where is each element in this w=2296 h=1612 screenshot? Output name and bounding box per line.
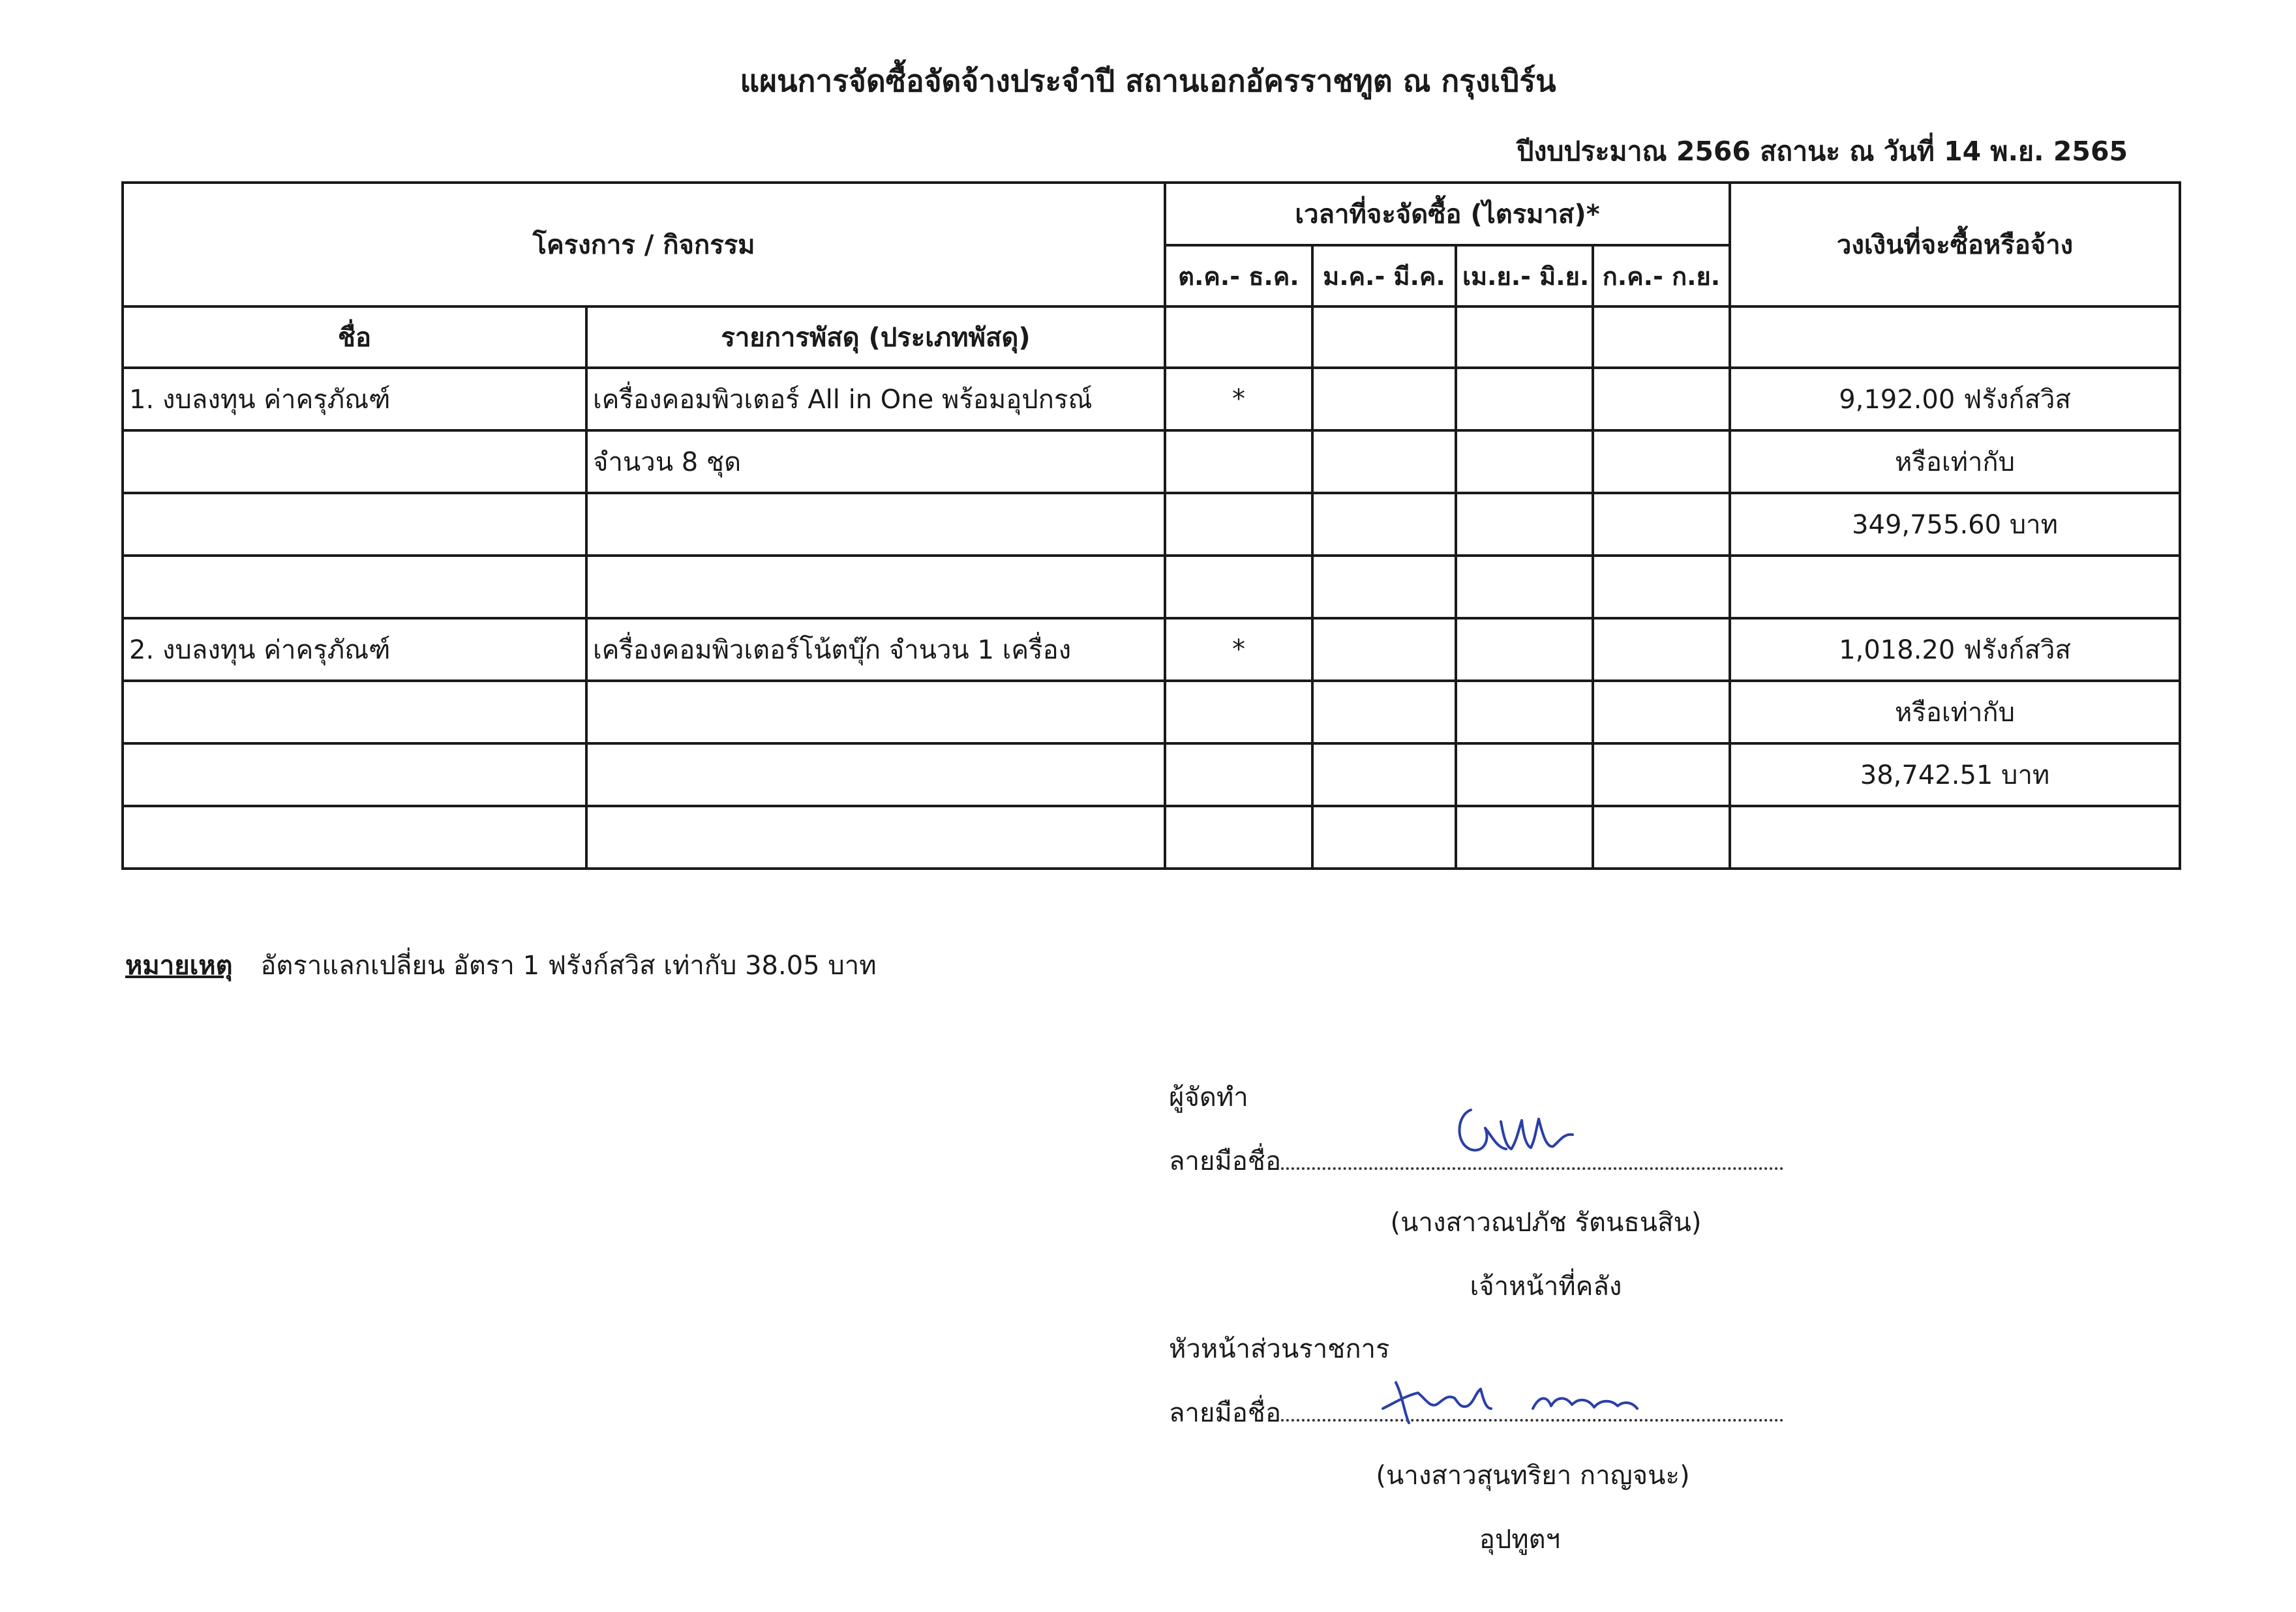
row-budget: 349,755.60 บาท xyxy=(1730,493,2180,556)
table-cell xyxy=(1593,743,1730,806)
remark-label: หมายเหตุ xyxy=(125,951,233,981)
row-item xyxy=(586,743,1165,806)
row-item xyxy=(586,556,1165,618)
row-name xyxy=(123,806,586,869)
table-cell xyxy=(1456,618,1593,681)
table-row xyxy=(123,430,2180,493)
row-q1-mark xyxy=(1165,493,1312,556)
row-q1-mark xyxy=(1165,556,1312,618)
remark-text: อัตราแลกเปลี่ยน อัตรา 1 ฟรังก์สวิส เท่ากับ 38.05 บาท xyxy=(260,951,877,981)
document-title: แผนการจัดซื้อจัดจ้างประจำปี สถานเอกอัครราชทูต ณ กรุงเบิร์น xyxy=(740,63,1556,98)
head-position: อุปทูตฯ xyxy=(1479,1525,1561,1555)
table-cell xyxy=(1593,618,1730,681)
row-budget: หรือเท่ากับ xyxy=(1730,681,2180,743)
header-row-top xyxy=(123,183,2180,245)
header-project: โครงการ / กิจกรรม xyxy=(123,183,1165,306)
row-budget: 38,742.51 บาท xyxy=(1730,743,2180,806)
row-q1-mark xyxy=(1165,681,1312,743)
preparer-name: (นางสาวณปภัช รัตนธนสิน) xyxy=(1390,1208,1702,1238)
row-name xyxy=(123,556,586,618)
row-name: 2. งบลงทุน ค่าครุภัณฑ์ xyxy=(123,618,586,681)
header-items: รายการพัสดุ (ประเภทพัสดุ) xyxy=(586,306,1165,368)
preparer-heading: ผู้จัดทำ xyxy=(1169,1082,1248,1112)
row-budget xyxy=(1730,806,2180,869)
quarter-3-header: เม.ย.- มิ.ย. xyxy=(1456,245,1593,306)
row-name: 1. งบลงทุน ค่าครุภัณฑ์ xyxy=(123,368,586,430)
row-q1-mark xyxy=(1165,806,1312,869)
table-row xyxy=(123,368,2180,430)
table-cell xyxy=(1593,430,1730,493)
quarter-4-header: ก.ค.- ก.ย. xyxy=(1593,245,1730,306)
preparer-handwritten-signature xyxy=(1451,1096,1582,1167)
remark xyxy=(125,944,877,986)
row-budget: 1,018.20 ฟรังก์สวิส xyxy=(1730,618,2180,681)
table-cell xyxy=(1312,618,1456,681)
table-cell xyxy=(1456,743,1593,806)
row-name xyxy=(123,430,586,493)
head-heading: หัวหน้าส่วนราชการ xyxy=(1169,1334,1390,1364)
table-cell xyxy=(1456,681,1593,743)
header-time: เวลาที่จะจัดซื้อ (ไตรมาส)* xyxy=(1165,183,1730,245)
table-cell xyxy=(1312,556,1456,618)
table-cell xyxy=(1312,681,1456,743)
document-subtitle: ปีงบประมาณ 2566 สถานะ ณ วันที่ 14 พ.ย. 2565 xyxy=(1517,136,2128,167)
table-cell xyxy=(1456,306,1593,368)
preparer-sign-label: ลายมือชื่อ xyxy=(1169,1146,1281,1176)
table-row xyxy=(123,806,2180,869)
row-item xyxy=(586,681,1165,743)
header-name: ชื่อ xyxy=(123,306,586,368)
row-budget: หรือเท่ากับ xyxy=(1730,430,2180,493)
procurement-plan-table xyxy=(121,181,2181,870)
header-row-sub xyxy=(123,306,2180,368)
row-item: จำนวน 8 ชุด xyxy=(586,430,1165,493)
table-row xyxy=(123,743,2180,806)
table-cell xyxy=(1456,430,1593,493)
quarter-1-header: ต.ค.- ธ.ค. xyxy=(1165,245,1312,306)
head-handwritten-signature xyxy=(1376,1369,1650,1428)
table-cell xyxy=(1593,681,1730,743)
table-row xyxy=(123,618,2180,681)
table-cell xyxy=(1312,430,1456,493)
row-q1-mark: * xyxy=(1165,368,1312,430)
row-name xyxy=(123,681,586,743)
row-budget: 9,192.00 ฟรังก์สวิส xyxy=(1730,368,2180,430)
table-cell xyxy=(1456,556,1593,618)
table-row xyxy=(123,493,2180,556)
row-name xyxy=(123,743,586,806)
head-sign-label: ลายมือชื่อ xyxy=(1169,1398,1281,1428)
table-cell xyxy=(1593,806,1730,869)
table-cell xyxy=(1456,493,1593,556)
table-cell xyxy=(1312,306,1456,368)
table-cell xyxy=(1593,306,1730,368)
table-cell xyxy=(1593,493,1730,556)
row-item xyxy=(586,806,1165,869)
table-row xyxy=(123,681,2180,743)
row-q1-mark xyxy=(1165,743,1312,806)
row-item xyxy=(586,493,1165,556)
table-cell xyxy=(1593,368,1730,430)
header-budget: วงเงินที่จะซื้อหรือจ้าง xyxy=(1730,183,2180,306)
table-cell xyxy=(1456,368,1593,430)
table-row xyxy=(123,556,2180,618)
table-cell xyxy=(1593,556,1730,618)
table-cell xyxy=(1312,743,1456,806)
table-cell xyxy=(1312,806,1456,869)
row-q1-mark xyxy=(1165,430,1312,493)
row-q1-mark: * xyxy=(1165,618,1312,681)
row-name xyxy=(123,493,586,556)
table-cell xyxy=(1456,806,1593,869)
table-cell xyxy=(1165,306,1312,368)
row-item: เครื่องคอมพิวเตอร์โน้ตบุ๊ก จำนวน 1 เครื่อง xyxy=(586,618,1165,681)
table-cell xyxy=(1312,368,1456,430)
table-cell xyxy=(1730,306,2180,368)
quarter-2-header: ม.ค.- มี.ค. xyxy=(1312,245,1456,306)
row-budget xyxy=(1730,556,2180,618)
table-cell xyxy=(1312,493,1456,556)
head-name: (นางสาวสุนทริยา กาญจนะ) xyxy=(1376,1461,1690,1491)
preparer-position: เจ้าหน้าที่คลัง xyxy=(1470,1272,1622,1302)
row-item: เครื่องคอมพิวเตอร์ All in One พร้อมอุปกรณ์ xyxy=(586,368,1165,430)
